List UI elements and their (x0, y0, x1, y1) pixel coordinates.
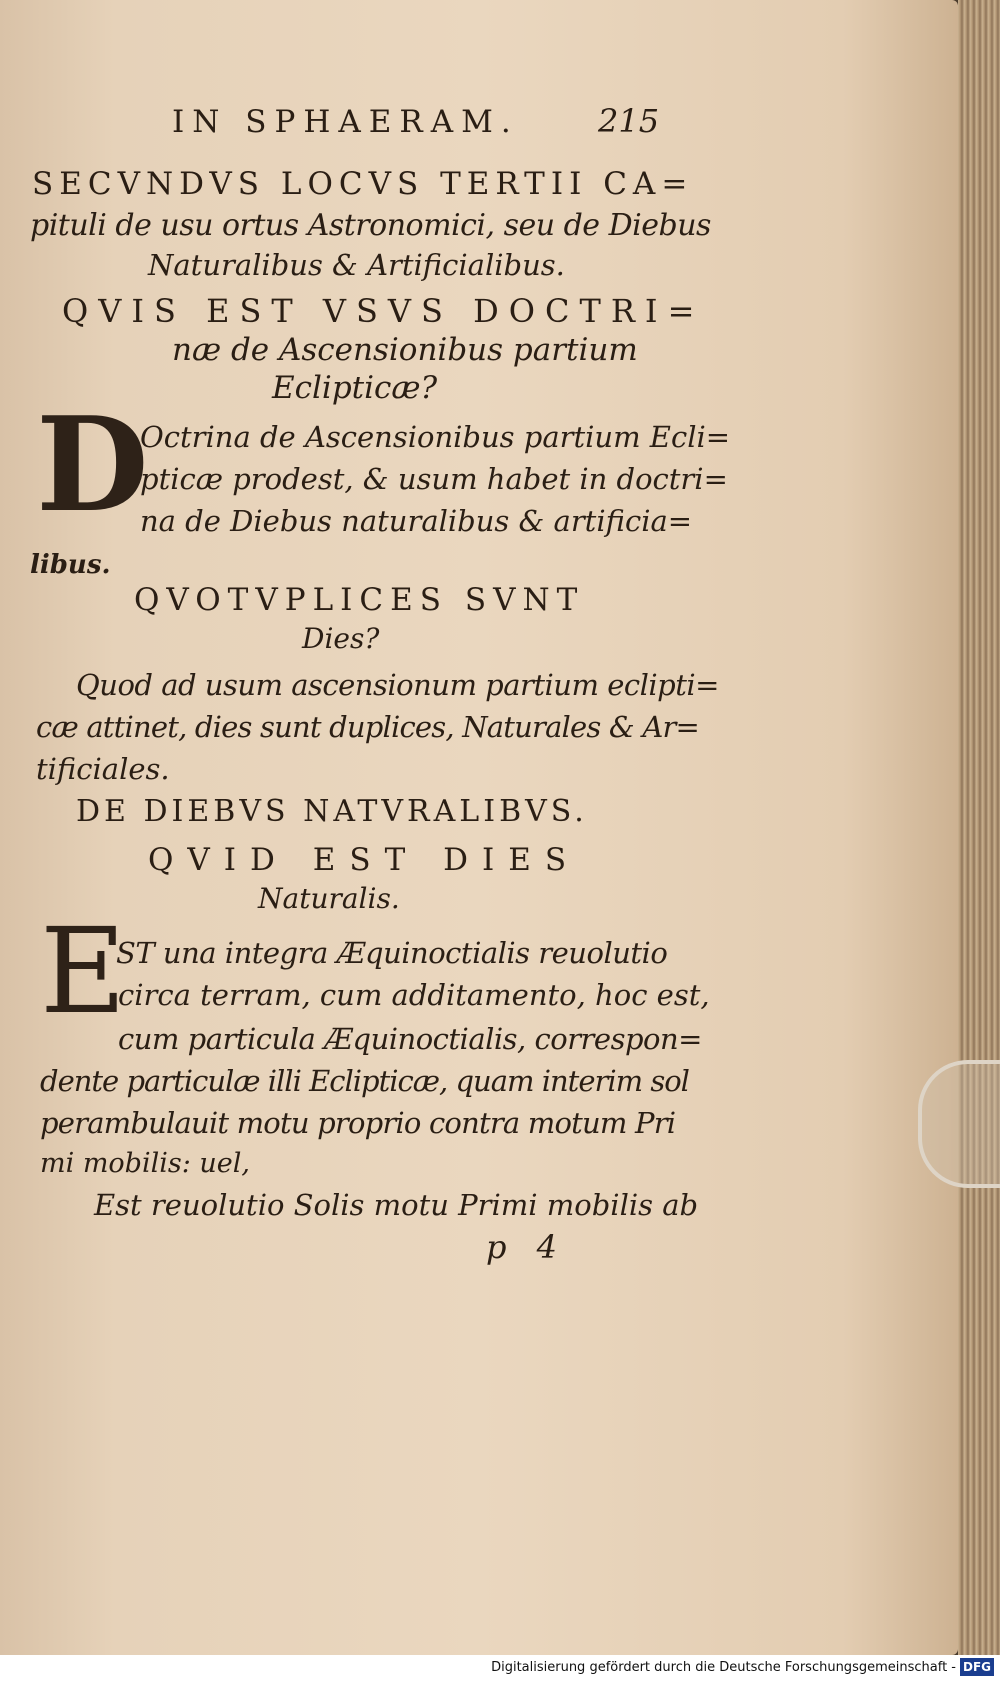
answer-3-line-7: Est reuolutio Solis motu Primi mobilis ab (94, 1188, 699, 1222)
section-title-line-2: pituli de usu ortus Astronomici, seu de Diebus (30, 208, 711, 243)
answer-1-line-2: pticæ prodest, & usum habet in doctri= (140, 462, 728, 496)
running-title: IN SPHAERAM. (172, 104, 519, 140)
drop-cap-d: D (36, 388, 149, 541)
drop-cap-e: E (40, 902, 127, 1040)
digitization-credit: Digitalisierung gefördert durch die Deutsche Forschungsgemeinschaft - (491, 1660, 956, 1675)
answer-3-line-5: perambulauit motu proprio contra motum Pri (40, 1106, 676, 1140)
subheading-de-diebus-naturalibus: DE DIEBVS NATVRALIBVS. (76, 794, 588, 829)
answer-3-line-3: cum particula Æquinoctialis, correspon= (118, 1022, 702, 1056)
answer-3-line-2: circa terram, cum additamento, hoc est, (118, 978, 710, 1012)
book-fore-edge (958, 0, 1000, 1655)
answer-3-line-4: dente particulæ illi Eclipticæ, quam interim sol (40, 1064, 689, 1098)
signature-mark: p 4 (486, 1228, 568, 1266)
section-title-line-3: Naturalibus & Artificialibus. (148, 248, 565, 282)
question-2-line-1: QVOTVPLICES SVNT (134, 582, 585, 618)
answer-3-line-6: mi mobilis: uel, (40, 1148, 250, 1179)
answer-2-line-1: Quod ad usum ascensionum partium eclipti= (76, 668, 719, 702)
question-3-line-1: QVID EST DIES (148, 842, 581, 878)
answer-2-line-3: tificiales. (36, 752, 170, 786)
answer-3-line-1: ST una integra Æquinoctialis reuolutio (116, 936, 668, 970)
answer-1-line-1: Octrina de Ascensionibus partium Ecli= (140, 420, 731, 454)
section-title-line-1: SECVNDVS LOCVS TERTII CA= (32, 166, 694, 202)
question-3-line-2: Naturalis. (258, 882, 400, 915)
book-clasp (918, 1060, 1000, 1188)
answer-2-line-2: cæ attinet, dies sunt duplices, Naturales & Ar= (36, 710, 700, 744)
question-1-line-1: QVIS EST VSVS DOCTRI= (62, 292, 705, 330)
question-2-line-2: Dies? (302, 622, 380, 655)
question-1-line-3: Eclipticæ? (272, 370, 438, 406)
answer-1-line-3: na de Diebus naturalibus & artificia= (140, 504, 693, 538)
answer-1-line-4: libus. (30, 550, 111, 580)
dfg-logo: DFG (960, 1658, 994, 1676)
page-number: 215 (598, 102, 660, 140)
question-1-line-2: næ de Ascensionibus partium (172, 332, 638, 368)
